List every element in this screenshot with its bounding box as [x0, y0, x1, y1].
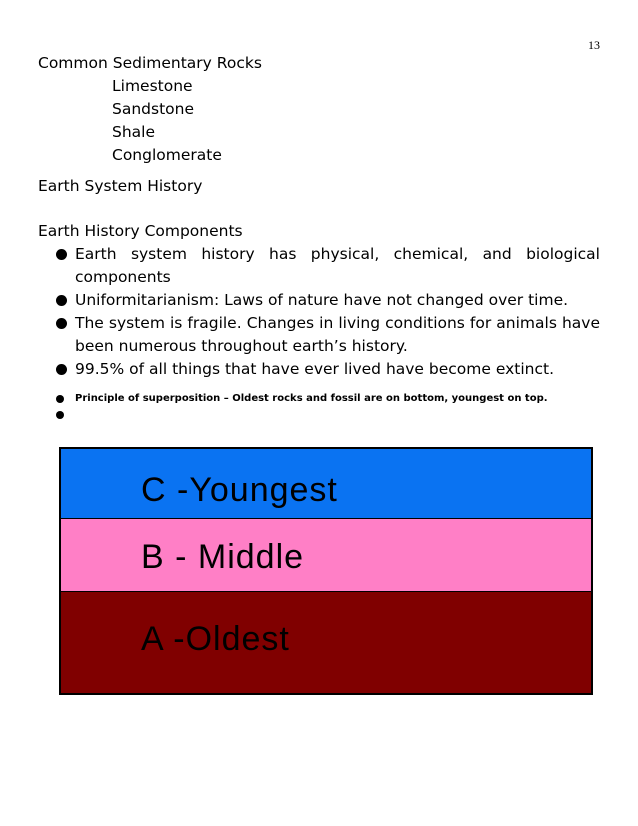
strata-layer-label: C -Youngest: [141, 471, 338, 509]
strata-layer-label: A -Oldest: [141, 620, 290, 658]
rock-list-item: Limestone: [112, 77, 193, 95]
bullet-item: [56, 391, 600, 407]
rock-strata-diagram: [59, 447, 593, 695]
bullet-text: The system is fragile. Changes in living conditions for animals have been numerous throughout earth’s history.: [75, 314, 600, 355]
earth-history-components-heading: Earth History Components: [38, 222, 243, 240]
strata-layer-a: [61, 592, 591, 693]
bullet-icon: [56, 249, 67, 260]
bullet-item: [56, 407, 600, 423]
bullet-text: 99.5% of all things that have ever lived have become extinct.: [75, 360, 555, 378]
rock-list-item: Shale: [112, 123, 156, 141]
bullet-item: [56, 312, 600, 358]
earth-system-history-heading: Earth System History: [38, 177, 203, 195]
components-bullet-list: [38, 243, 600, 381]
bullet-text: Principle of superposition – Oldest rocks and fossil are on bottom, youngest on top.: [75, 393, 548, 404]
strata-layer-c: [61, 449, 591, 519]
rock-list-item: Conglomerate: [112, 146, 222, 164]
bullet-text: Uniformitarianism: Laws of nature have not changed over time.: [75, 291, 569, 309]
bullet-icon: [56, 295, 67, 306]
document-body: [38, 52, 600, 423]
bullet-icon: [56, 395, 64, 403]
bullet-item: [56, 358, 600, 381]
strata-layer-b: [61, 519, 591, 592]
sedimentary-rocks-heading: Common Sedimentary Rocks: [38, 54, 262, 72]
page-number: 13: [588, 38, 600, 52]
bullet-icon: [56, 318, 67, 329]
bullet-icon: [56, 411, 64, 419]
strata-layer-label: B - Middle: [141, 538, 305, 576]
bullet-icon: [56, 364, 67, 375]
bullet-item: [56, 289, 600, 312]
rock-list-item: Sandstone: [112, 100, 194, 118]
bullet-item: [56, 243, 600, 289]
sedimentary-rock-list: [38, 75, 600, 167]
bullet-text: Earth system history has physical, chemical, and biological components: [75, 245, 600, 286]
superposition-bullet-list: [38, 391, 600, 423]
